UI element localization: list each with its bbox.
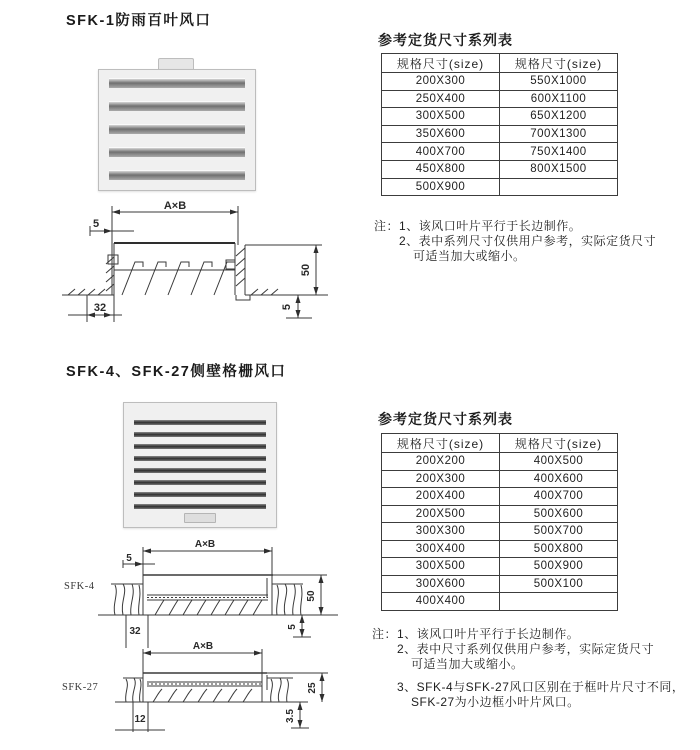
size-cell: 750X1400 — [500, 143, 618, 161]
dim-label-axb: A×B — [194, 539, 216, 550]
dim-label-left: 5 — [126, 553, 132, 564]
grille-slat — [134, 444, 266, 449]
table-row — [382, 540, 618, 558]
size-cell: 400X700 — [500, 488, 618, 506]
grille-slats — [134, 420, 266, 509]
louver-blades — [122, 262, 235, 295]
grille-slat — [134, 480, 266, 485]
table-row — [382, 558, 618, 576]
dim-right-25 — [267, 673, 328, 702]
louver-slat — [109, 170, 245, 180]
dim-label-bottom-right: 5 — [281, 303, 293, 311]
grille-slat — [134, 468, 266, 473]
size-cell — [500, 593, 618, 611]
louver-photo-frame — [98, 69, 256, 191]
table-row — [382, 593, 618, 611]
size-cell: 800X1500 — [500, 160, 618, 178]
note-text: SFK-27为小边框小叶片风口。 — [411, 695, 580, 709]
note-line — [372, 680, 684, 695]
table-row — [382, 73, 618, 91]
dim-label-bottom-right: 5 — [287, 624, 298, 630]
size-cell: 350X600 — [382, 125, 500, 143]
table-row — [382, 90, 618, 108]
note-line — [372, 627, 684, 642]
col-header: 规格尺寸(size) — [382, 54, 500, 73]
dim-label-bottom-left: 32 — [93, 302, 107, 314]
section1-title: SFK-1防雨百叶风口 — [66, 13, 212, 29]
col-header: 规格尺寸(size) — [500, 54, 618, 73]
section2-title: SFK-4、SFK-27侧壁格栅风口 — [66, 364, 287, 380]
louver-slat — [109, 101, 245, 111]
grille-photo-tab — [184, 513, 216, 523]
size-cell: 300X300 — [382, 523, 500, 541]
size-cell: 700X1300 — [500, 125, 618, 143]
note-line — [372, 657, 684, 672]
carryover-lines — [126, 640, 148, 648]
size-table-1 — [381, 53, 618, 196]
size-cell: 500X800 — [500, 540, 618, 558]
note-prefix: 注： — [374, 219, 400, 233]
louver-slats — [109, 78, 245, 180]
dim-label-bottom-left: 12 — [134, 714, 146, 725]
sfk4-section-drawing — [55, 538, 355, 640]
wall-grain-left — [111, 584, 143, 615]
dim-label-bottom-right: 3.5 — [285, 709, 296, 723]
size-cell: 450X800 — [382, 160, 500, 178]
table-header-row — [382, 54, 618, 73]
size-cell: 300X500 — [382, 558, 500, 576]
frame-body — [143, 575, 273, 615]
grille-slat — [134, 420, 266, 425]
size-cell: 200X300 — [382, 73, 500, 91]
note-line — [374, 234, 656, 249]
size-cell: 200X300 — [382, 470, 500, 488]
dim-label-bottom-left: 32 — [129, 626, 141, 637]
table2-title: 参考定货尺寸系列表 — [378, 411, 513, 427]
table-row — [382, 178, 618, 196]
table-row — [382, 453, 618, 471]
note-text: 2、表中系列尺寸仅供用户参考，实际定货尺寸 — [399, 234, 657, 248]
size-cell: 400X700 — [382, 143, 500, 161]
col-header: 规格尺寸(size) — [500, 434, 618, 453]
grille-slat — [134, 492, 266, 497]
dim-top — [143, 547, 272, 575]
dim-right-50 — [273, 575, 327, 615]
dim-label-left: 5 — [92, 218, 100, 230]
note-line — [372, 695, 684, 710]
size-cell: 500X100 — [500, 575, 618, 593]
dim-label-axb: A×B — [163, 200, 187, 212]
note-text: 1、该风口叶片平行于长边制作。 — [399, 219, 582, 233]
wall-grain-left — [123, 678, 143, 702]
grille-slat — [134, 432, 266, 437]
size-table-2 — [381, 433, 618, 611]
table-row — [382, 470, 618, 488]
wall-hatch-left — [62, 257, 114, 295]
note-line — [374, 249, 656, 264]
notes-1 — [374, 219, 656, 264]
size-cell: 500X900 — [500, 558, 618, 576]
notes-2 — [372, 627, 684, 710]
size-cell: 400X600 — [500, 470, 618, 488]
size-cell: 200X400 — [382, 488, 500, 506]
size-cell: 200X200 — [382, 453, 500, 471]
col-header: 规格尺寸(size) — [382, 434, 500, 453]
sfk27-section-drawing — [55, 640, 355, 740]
size-cell: 500X700 — [500, 523, 618, 541]
dim-top — [143, 649, 262, 673]
grille-slat — [134, 456, 266, 461]
dim-label-right: 50 — [300, 263, 312, 277]
size-cell: 500X900 — [382, 178, 500, 196]
sfk4-label: SFK-4 — [64, 581, 95, 592]
grille-photo — [123, 402, 277, 528]
note-text: 可适当加大或缩小。 — [411, 657, 524, 671]
note-text: 可适当加大或缩小。 — [413, 249, 526, 263]
sfk1-section-drawing — [60, 200, 340, 330]
size-cell: 500X600 — [500, 505, 618, 523]
louver-slat — [109, 78, 245, 88]
note-text: 1、该风口叶片平行于长边制作。 — [397, 627, 580, 641]
table-row — [382, 575, 618, 593]
note-line — [372, 642, 684, 657]
table-row — [382, 143, 618, 161]
table-header-row — [382, 434, 618, 453]
size-cell: 400X500 — [500, 453, 618, 471]
size-cell: 300X400 — [382, 540, 500, 558]
size-cell: 300X500 — [382, 108, 500, 126]
grille-blades — [155, 600, 262, 615]
size-cell: 650X1200 — [500, 108, 618, 126]
sfk27-label: SFK-27 — [62, 682, 99, 693]
size-cell — [500, 178, 618, 196]
wall-grain-right — [272, 584, 303, 615]
table-row — [382, 108, 618, 126]
table-row — [382, 125, 618, 143]
note-prefix: 注： — [372, 627, 398, 641]
table-row — [382, 505, 618, 523]
note-line — [374, 219, 656, 234]
table-row — [382, 488, 618, 506]
grille-photo-frame — [123, 402, 277, 528]
louver-photo — [96, 58, 262, 192]
frame-body — [143, 673, 267, 702]
wall-hatch-right — [236, 245, 328, 300]
louver-slat — [109, 124, 245, 134]
size-cell: 300X600 — [382, 575, 500, 593]
wall-grain-right — [267, 678, 293, 702]
table-row — [382, 523, 618, 541]
table-row — [382, 160, 618, 178]
grille-slat — [134, 504, 266, 509]
grille-blades — [153, 689, 252, 702]
table1-title: 参考定货尺寸系列表 — [378, 32, 513, 48]
dim-label-axb: A×B — [192, 641, 214, 652]
size-cell: 600X1100 — [500, 90, 618, 108]
note-text: 2、表中尺寸系列仅供用户参考，实际定货尺寸 — [397, 642, 655, 656]
size-cell: 400X400 — [382, 593, 500, 611]
louver-slat — [109, 147, 245, 157]
size-cell: 250X400 — [382, 90, 500, 108]
dim-label-right: 50 — [306, 590, 317, 602]
size-cell: 550X1000 — [500, 73, 618, 91]
size-cell: 200X500 — [382, 505, 500, 523]
dim-label-right: 25 — [307, 682, 318, 694]
note-text: 3、SFK-4与SFK-27风口区别在于框叶片尺寸不同， — [397, 680, 685, 694]
